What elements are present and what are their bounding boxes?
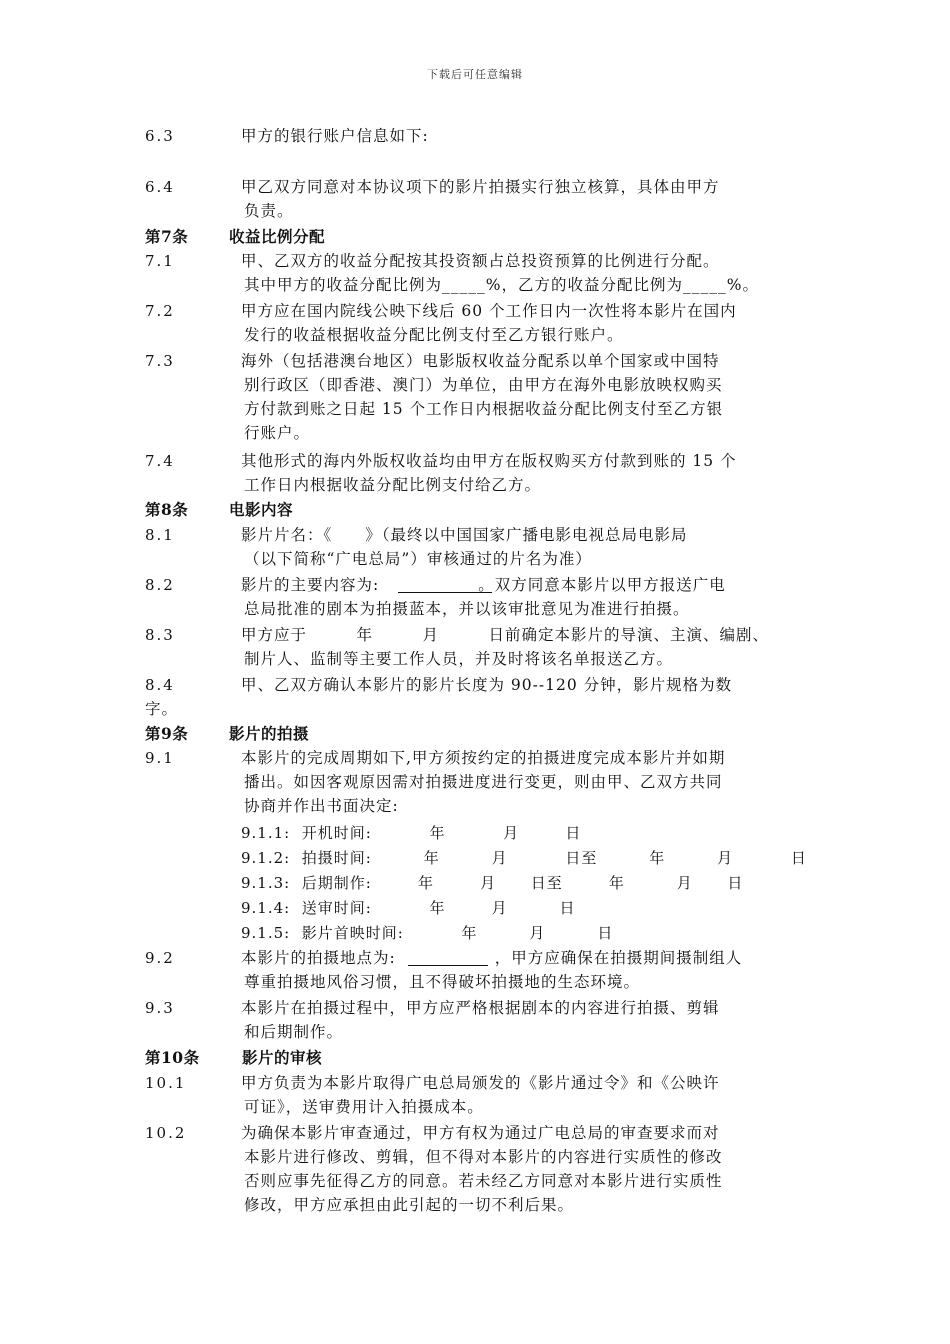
clause-line: 本影片的完成周期如下,甲方须按约定的拍摄进度完成本影片并如期	[241, 749, 726, 767]
article-title: 影片的审核	[242, 1048, 323, 1067]
clause-number: 8.4	[145, 676, 175, 694]
clause-number: 6.4	[145, 178, 175, 196]
clause-text	[241, 746, 811, 818]
clause-line: 甲方应在国内院线公映下线后 60 个工作日内一次性将本影片在国内	[241, 302, 737, 320]
schedule-item-9-1-4: 9.1.4: 送审时间: 年 月 日	[241, 899, 576, 917]
clause-number: 9.2	[145, 949, 175, 967]
article-number: 第9条	[145, 724, 189, 743]
clause-text	[241, 523, 811, 571]
clause-number: 7.3	[145, 352, 175, 370]
clause-number: 10.2	[145, 1124, 187, 1142]
clause-line: 行账户。	[244, 424, 311, 442]
schedule-item-9-1-5: 9.1.5: 影片首映时间: 年 月 日	[241, 924, 614, 942]
clause-line: 影片的主要内容为: 。双方同意本影片以甲方报送广电	[241, 576, 726, 594]
clause-line: 甲、乙双方的收益分配按其投资额占总投资预算的比例进行分配。	[241, 252, 720, 270]
clause-line: 其中甲方的收益分配比例为_____%，乙方的收益分配比例为_____%。	[244, 276, 759, 294]
clause-line: 否则应事先征得乙方的同意。若未经乙方同意对本影片进行实质性	[244, 1172, 723, 1190]
clause-line: 可证》，送审费用计入拍摄成本。	[244, 1098, 484, 1116]
clause-text	[241, 299, 811, 347]
clause-text	[241, 573, 811, 621]
clause-text	[241, 349, 811, 445]
article-heading-9	[145, 722, 310, 746]
clause-line: 影片片名：《 》（最终以中国国家广播电影电视总局电影局	[241, 526, 688, 544]
clause-number: 8.1	[145, 526, 175, 544]
article-number: 第8条	[145, 500, 189, 519]
clause-line: 尊重拍摄地风俗习惯，且不得破坏拍摄地的生态环境。	[244, 973, 641, 991]
clause-line: 协商并作出书面决定:	[244, 797, 399, 815]
clause-line: 本影片进行修改、剪辑，但不得对本影片的内容进行实质性的修改	[244, 1148, 723, 1166]
article-title: 收益比例分配	[229, 227, 326, 246]
clause-number: 7.1	[145, 252, 175, 270]
clause-line: 制片人、监制等主要工作人员，并及时将该名单报送乙方。	[244, 650, 674, 668]
clause-line: 发行的收益根据收益分配比例支付至乙方银行账户。	[244, 326, 624, 344]
article-title: 影片的拍摄	[229, 724, 310, 743]
article-heading-8	[145, 498, 294, 522]
clause-line: 甲方负责为本影片取得广电总局颁发的《影片通过令》和《公映许	[241, 1074, 720, 1092]
clause-line: 海外（包括港澳台地区）电影版权收益分配系以单个国家或中国特	[241, 352, 720, 370]
clause-line: 修改，甲方应承担由此引起的一切不利后果。	[244, 1196, 575, 1214]
page-header: 下载后可任意编辑	[427, 68, 523, 81]
clause-text	[241, 249, 811, 297]
clause-number: 9.1	[145, 749, 175, 767]
article-heading-10	[145, 1046, 323, 1070]
clause-text	[241, 175, 811, 223]
clause-line: 总局批准的剧本为拍摄蓝本，并以该审批意见为准进行拍摄。	[244, 600, 690, 618]
clause-line: 甲方应于 年 月 日前确定本影片的导演、主演、编剧、	[241, 626, 770, 644]
schedule-item-9-1-3: 9.1.3: 后期制作: 年 月 日至 年 月 日	[241, 874, 744, 892]
blank-underline	[408, 965, 488, 966]
clause-line: （以下简称“广电总局”）审核通过的片名为准）	[244, 550, 592, 568]
blank-underline	[398, 592, 492, 593]
clause-line: 为确保本影片审查通过，甲方有权为通过广电总局的审查要求而对	[241, 1124, 720, 1142]
schedule-item-9-1-2: 9.1.2: 拍摄时间: 年 月 日至 年 月 日	[241, 849, 807, 867]
clause-line: 别行政区（即香港、澳门）为单位，由甲方在海外电影放映权购买	[244, 376, 723, 394]
clause-number: 7.4	[145, 452, 175, 470]
clause-text	[241, 623, 811, 671]
clause-text	[241, 946, 811, 994]
clause-line: 本影片的拍摄地点为: ，甲方应确保在拍摄期间摄制组人	[241, 949, 743, 967]
clause-number: 9.3	[145, 999, 175, 1017]
clause-line: 甲方的银行账户信息如下:	[241, 127, 429, 145]
clause-number: 6.3	[145, 127, 175, 145]
article-number: 第7条	[145, 227, 189, 246]
clause-line: 本影片在拍摄过程中，甲方应严格根据剧本的内容进行拍摄、剪辑	[241, 999, 720, 1017]
clause-line: 方付款到账之日起 15 个工作日内根据收益分配比例支付至乙方银	[244, 400, 724, 418]
clause-line: 工作日内根据收益分配比例支付给乙方。	[244, 476, 542, 494]
clause-text	[241, 996, 811, 1044]
clause-line: 播出。如因客观原因需对拍摄进度进行变更，则由甲、乙双方共同	[244, 773, 723, 791]
schedule-item-9-1-1: 9.1.1: 开机时间: 年 月 日	[241, 824, 582, 842]
clause-line: 甲、乙双方确认本影片的影片长度为 90--120 分钟，影片规格为数	[241, 676, 733, 694]
clause-line: 甲乙双方同意对本协议项下的影片拍摄实行独立核算，具体由甲方	[241, 178, 720, 196]
clause-continuation: 字。	[145, 700, 179, 718]
clause-number: 8.3	[145, 626, 175, 644]
clause-number: 7.2	[145, 302, 175, 320]
clause-number: 8.2	[145, 576, 175, 594]
clause-text	[241, 124, 811, 148]
clause-line: 和后期制作。	[244, 1023, 344, 1041]
article-title: 电影内容	[229, 500, 294, 519]
clause-line: 负责。	[244, 202, 294, 220]
article-number: 第10条	[145, 1048, 200, 1067]
article-heading-7	[145, 225, 326, 249]
clause-text	[241, 449, 811, 497]
clause-number: 10.1	[145, 1074, 187, 1092]
clause-line: 其他形式的海内外版权收益均由甲方在版权购买方付款到账的 15 个	[241, 452, 737, 470]
clause-text	[241, 673, 811, 697]
clause-text	[241, 1071, 811, 1119]
clause-text	[241, 1121, 811, 1217]
